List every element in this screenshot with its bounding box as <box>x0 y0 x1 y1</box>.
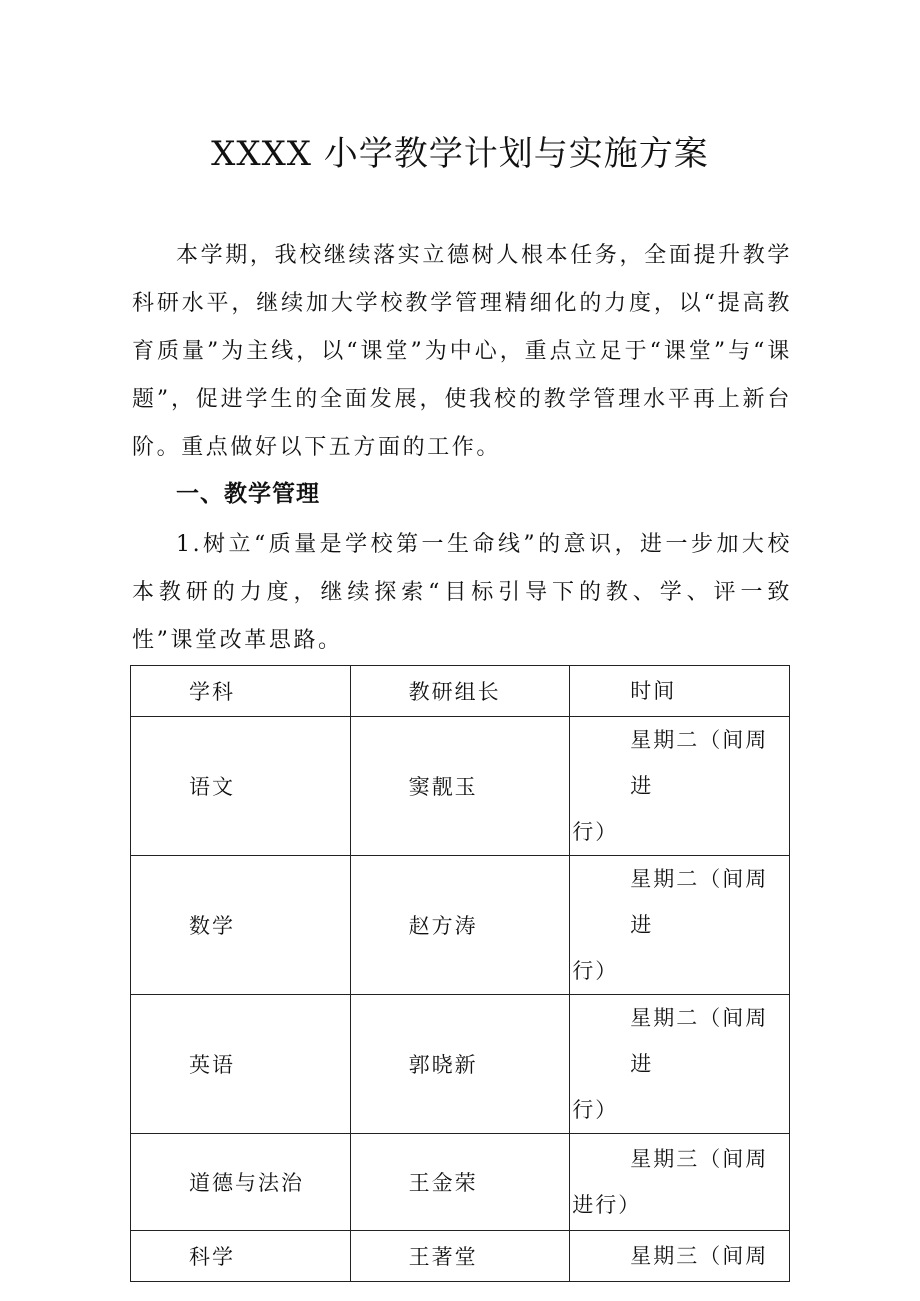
table-header-row <box>131 666 790 717</box>
intro-paragraph: 本学期，我校继续落实立德树人根本任务，全面提升教学科研水平，继续加大学校教学管理精细化的力度，以“提高教育质量”为主线，以“课堂”为中心，重点立足于“课堂”与“课题”，促进学生的全面发展，使我校的教学管理水平再上新台阶。重点做好以下五方面的工作。 <box>132 243 792 460</box>
section-heading-teaching-management: 一、教学管理 <box>176 481 320 507</box>
cell-subject: 语文 <box>131 717 351 856</box>
header-subject: 学科 <box>131 666 351 717</box>
research-group-table <box>130 665 790 1282</box>
table-row <box>131 717 790 856</box>
cell-subject: 数学 <box>131 856 351 995</box>
cell-leader: 王著堂 <box>350 1231 570 1282</box>
cell-leader: 窦靓玉 <box>350 717 570 856</box>
cell-time <box>570 995 790 1134</box>
table-row <box>131 856 790 995</box>
cell-time-line-1: 星期三（间周 <box>630 1147 769 1171</box>
cell-time <box>570 1231 790 1282</box>
cell-leader: 郭晓新 <box>350 995 570 1134</box>
cell-subject: 英语 <box>131 995 351 1134</box>
cell-time-line-1: 星期二（间周进 <box>630 728 769 798</box>
cell-time-line-2: 进行） <box>572 1193 642 1217</box>
cell-leader: 赵方涛 <box>350 856 570 995</box>
cell-time-line-2: 行） <box>572 1098 619 1122</box>
cell-time-line-2: 行） <box>572 959 619 983</box>
header-time <box>570 666 790 717</box>
table-row <box>131 1231 790 1282</box>
table-row <box>131 1134 790 1231</box>
cell-time-line-2: 行） <box>572 820 619 844</box>
header-time-label: 时间 <box>630 679 677 703</box>
cell-leader: 王金荣 <box>350 1134 570 1231</box>
cell-time-line-1: 星期二（间周进 <box>630 1006 769 1076</box>
cell-time <box>570 1134 790 1231</box>
cell-time <box>570 717 790 856</box>
cell-subject: 道德与法治 <box>131 1134 351 1231</box>
document-title: XXXX 小学教学计划与实施方案 <box>211 134 709 174</box>
header-leader: 教研组长 <box>350 666 570 717</box>
cell-subject: 科学 <box>131 1231 351 1282</box>
cell-time-line-1: 星期三（间周 <box>630 1244 769 1268</box>
cell-time <box>570 856 790 995</box>
cell-time-line-1: 星期二（间周进 <box>630 867 769 937</box>
table-row <box>131 995 790 1134</box>
section-item-1: 1.树立“质量是学校第一生命线”的意识，进一步加大校本教研的力度，继续探索“目标引导下的教、学、评一致性”课堂改革思路。 <box>132 532 792 653</box>
